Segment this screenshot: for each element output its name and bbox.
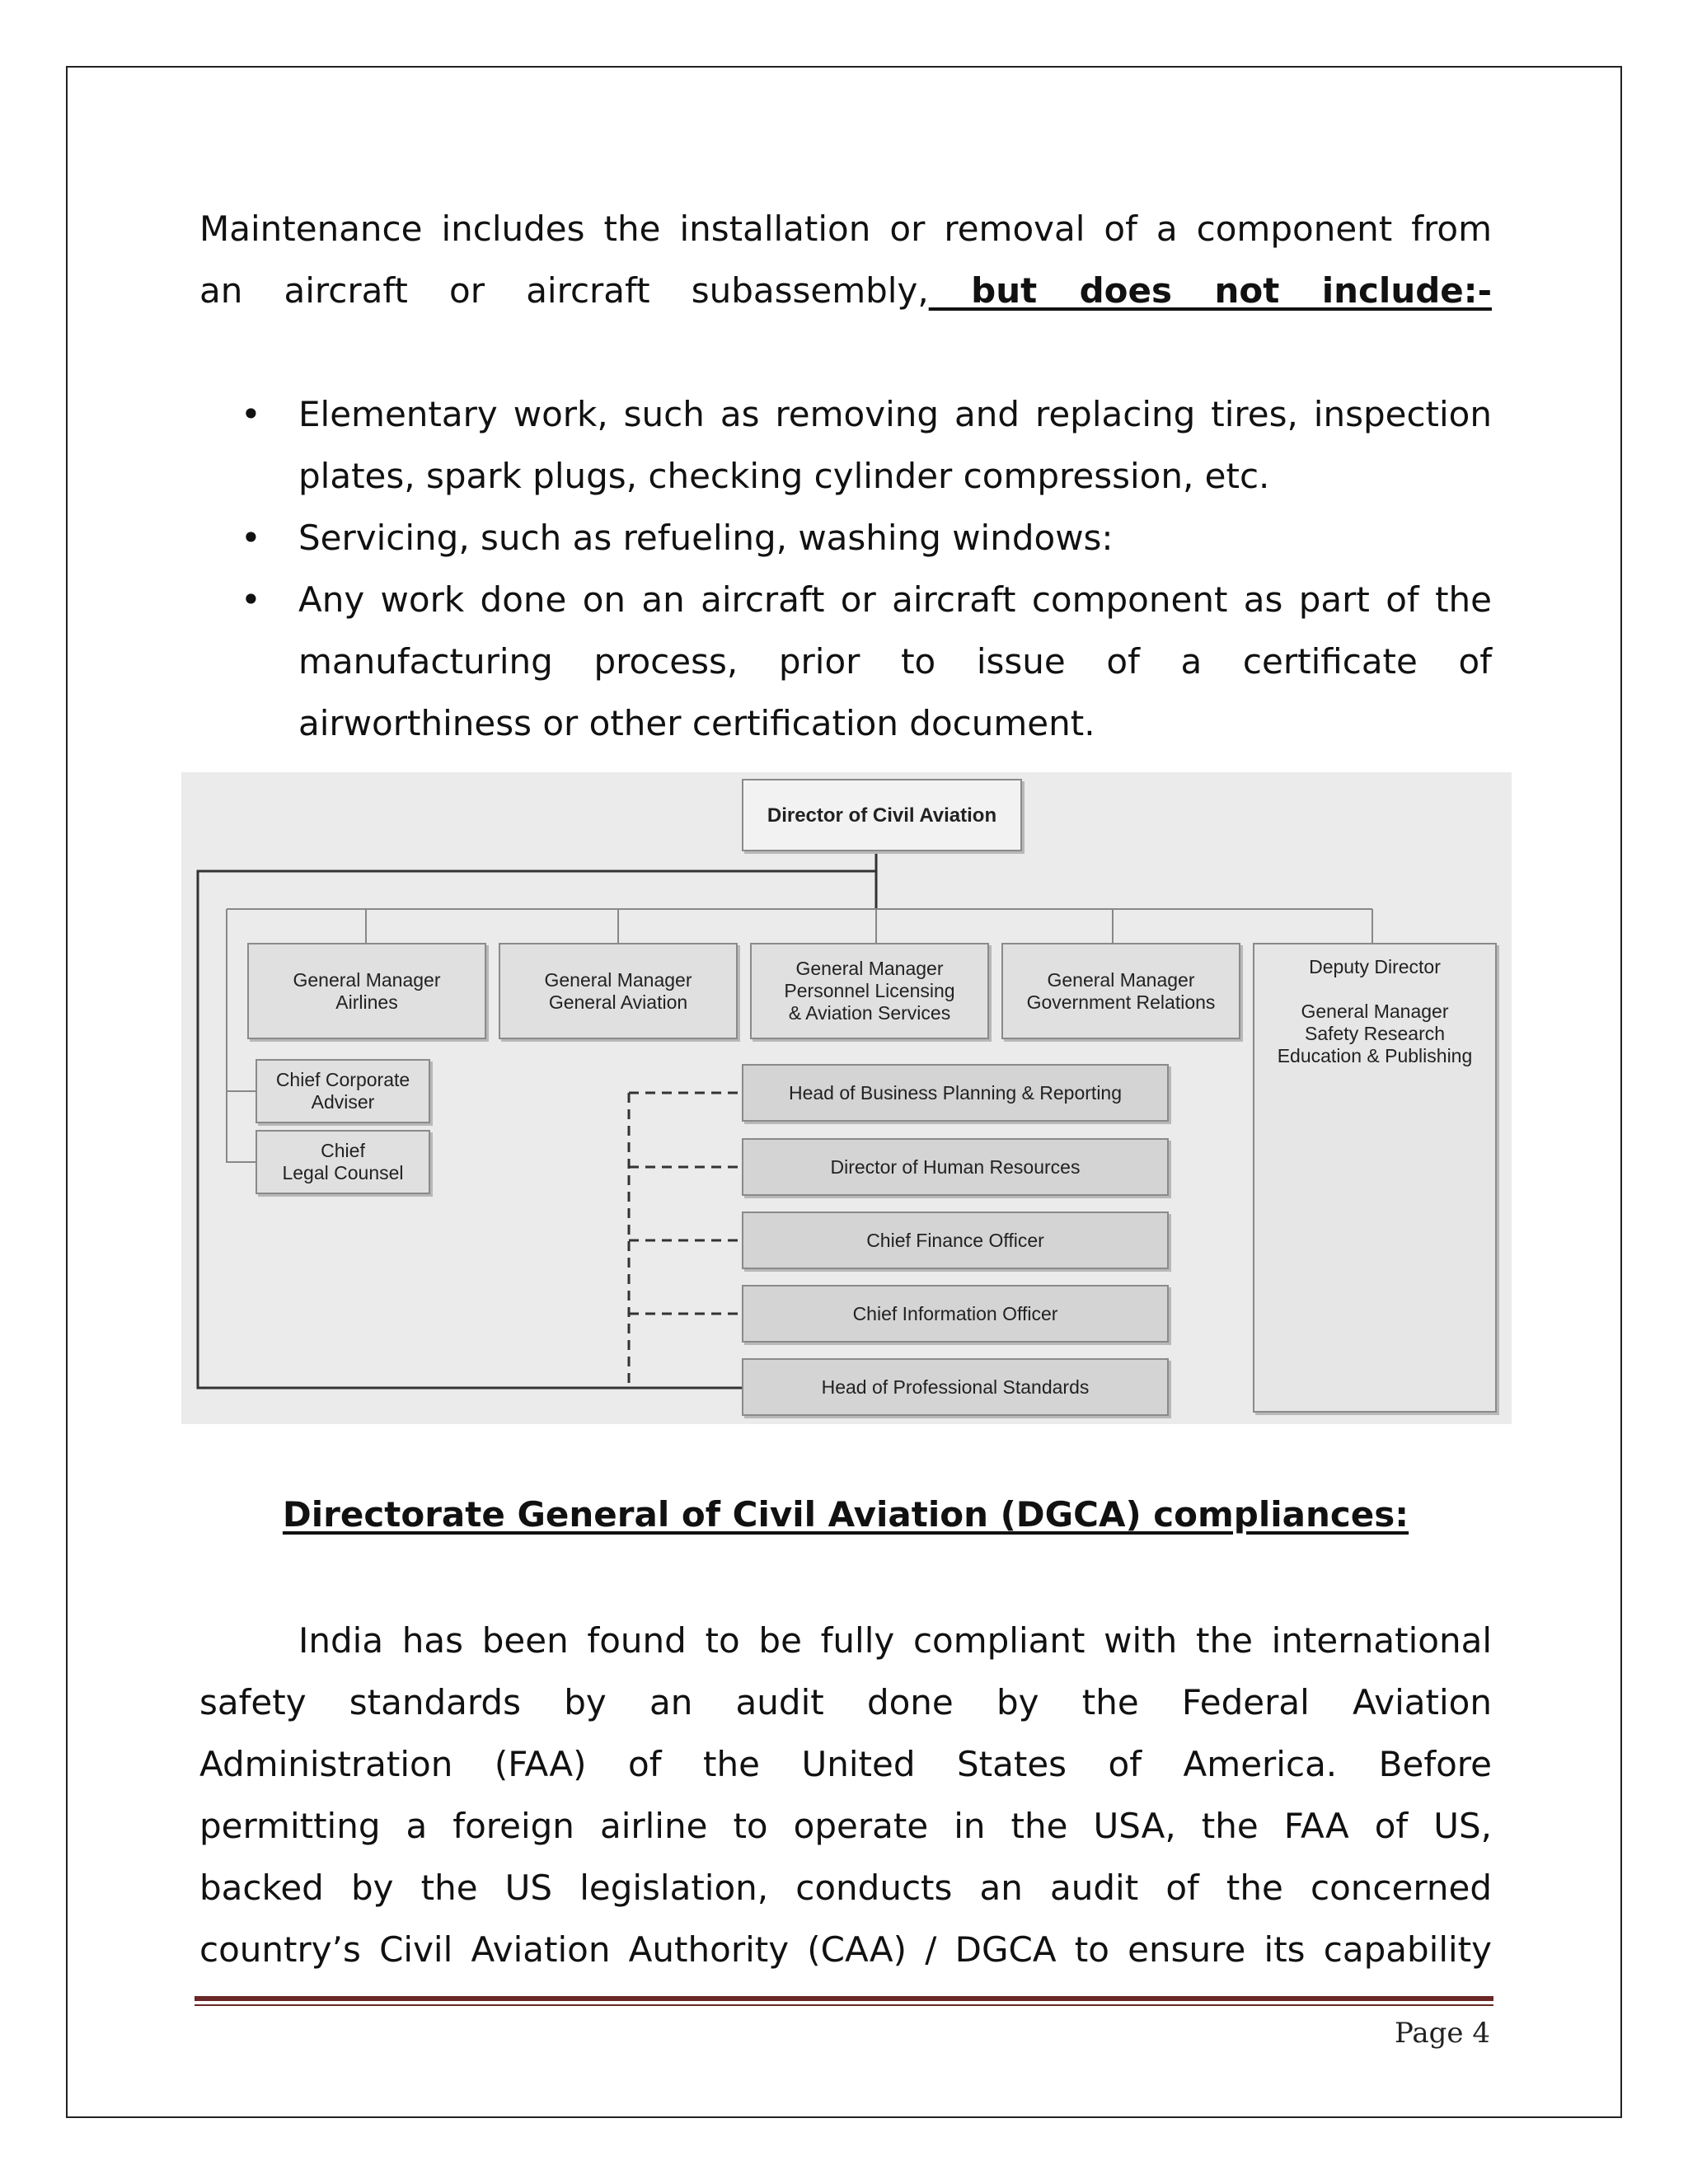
- list-item-text: Elementary work, such as removing and replacing tires, inspection plates, spark plugs, checking cylinder compression, etc.: [298, 394, 1492, 496]
- chief-legal-counsel-box: [256, 1130, 430, 1194]
- body-line: country’s Civil Aviation Authority (CAA) / DGCA to ensure its capability: [199, 1929, 1492, 1970]
- body-paragraph: [199, 1610, 1492, 1980]
- list-item-text: Servicing, such as refueling, washing windows:: [298, 518, 1114, 558]
- list-item-text: Any work done on an aircraft or aircraft component as part of the manufacturing process, prior to issue of a certificate of airworthiness or other certification document.: [298, 579, 1492, 743]
- list-item: [199, 507, 1492, 569]
- director-box: [742, 779, 1022, 851]
- exclusions-list: [199, 383, 1492, 754]
- human-resources-label: Director of Human Resources: [830, 1155, 1081, 1178]
- gm-general-aviation-box: [499, 943, 738, 1039]
- gm-government-relations-box: [1001, 943, 1240, 1039]
- body-line: India has been found to be fully compliant with the international: [298, 1620, 1492, 1661]
- chief-finance-officer-label: Chief Finance Officer: [866, 1229, 1044, 1251]
- bullet-icon: •: [241, 579, 261, 620]
- footer-rule: [195, 1996, 1493, 2001]
- deputy-director-box: [1253, 943, 1497, 1413]
- chief-corporate-adviser-box: [256, 1059, 430, 1123]
- intro-line-2-text: an aircraft or aircraft subassembly,: [199, 270, 929, 311]
- gm-personnel-licensing-box: [750, 943, 989, 1039]
- intro-emphasis: but does not include:-: [928, 270, 1492, 311]
- intro-line-1: Maintenance includes the installation or removal of a component from: [199, 209, 1492, 249]
- chief-information-officer-box: [742, 1285, 1169, 1343]
- chief-finance-officer-box: [742, 1212, 1169, 1269]
- chief-legal-counsel-label: Chief Legal Counsel: [282, 1140, 404, 1183]
- bullet-icon: •: [241, 394, 261, 434]
- body-line: Administration (FAA) of the United States of America. Before: [199, 1744, 1492, 1784]
- footer-rule-thin: [195, 2004, 1493, 2006]
- org-chart: [181, 772, 1512, 1424]
- director-label: Director of Civil Aviation: [767, 804, 997, 827]
- page-number: Page 4: [1395, 2017, 1490, 2050]
- chief-information-officer-label: Chief Information Officer: [852, 1302, 1058, 1324]
- gm-airlines-label: General Manager Airlines: [293, 968, 441, 1013]
- gm-general-aviation-label: General Manager General Aviation: [544, 968, 692, 1013]
- professional-standards-label: Head of Professional Standards: [821, 1376, 1090, 1398]
- bullet-icon: •: [241, 518, 261, 558]
- human-resources-box: [742, 1138, 1169, 1196]
- list-item: [199, 383, 1492, 507]
- chief-corporate-adviser-label: Chief Corporate Adviser: [275, 1069, 410, 1113]
- body-line: permitting a foreign airline to operate in the USA, the FAA of US,: [199, 1806, 1492, 1846]
- gm-government-relations-label: General Manager Government Relations: [1026, 968, 1216, 1013]
- body-line: safety standards by an audit done by the Federal Aviation: [199, 1682, 1492, 1722]
- intro-paragraph: [199, 198, 1492, 321]
- business-planning-label: Head of Business Planning & Reporting: [788, 1081, 1123, 1104]
- body-line: backed by the US legislation, conducts an audit of the concerned: [199, 1868, 1492, 1908]
- section-heading: Directorate General of Civil Aviation (DGCA) compliances:: [282, 1494, 1409, 1535]
- professional-standards-box: [742, 1358, 1169, 1416]
- business-planning-box: [742, 1064, 1169, 1122]
- intro-line-2: [199, 260, 1492, 321]
- list-item: [199, 569, 1492, 754]
- gm-airlines-box: [247, 943, 486, 1039]
- gm-personnel-licensing-label: General Manager Personnel Licensing & Aviation Services: [784, 958, 955, 1024]
- deputy-director-label: Deputy Director General Manager Safety Research Education & Publishing: [1277, 956, 1473, 1066]
